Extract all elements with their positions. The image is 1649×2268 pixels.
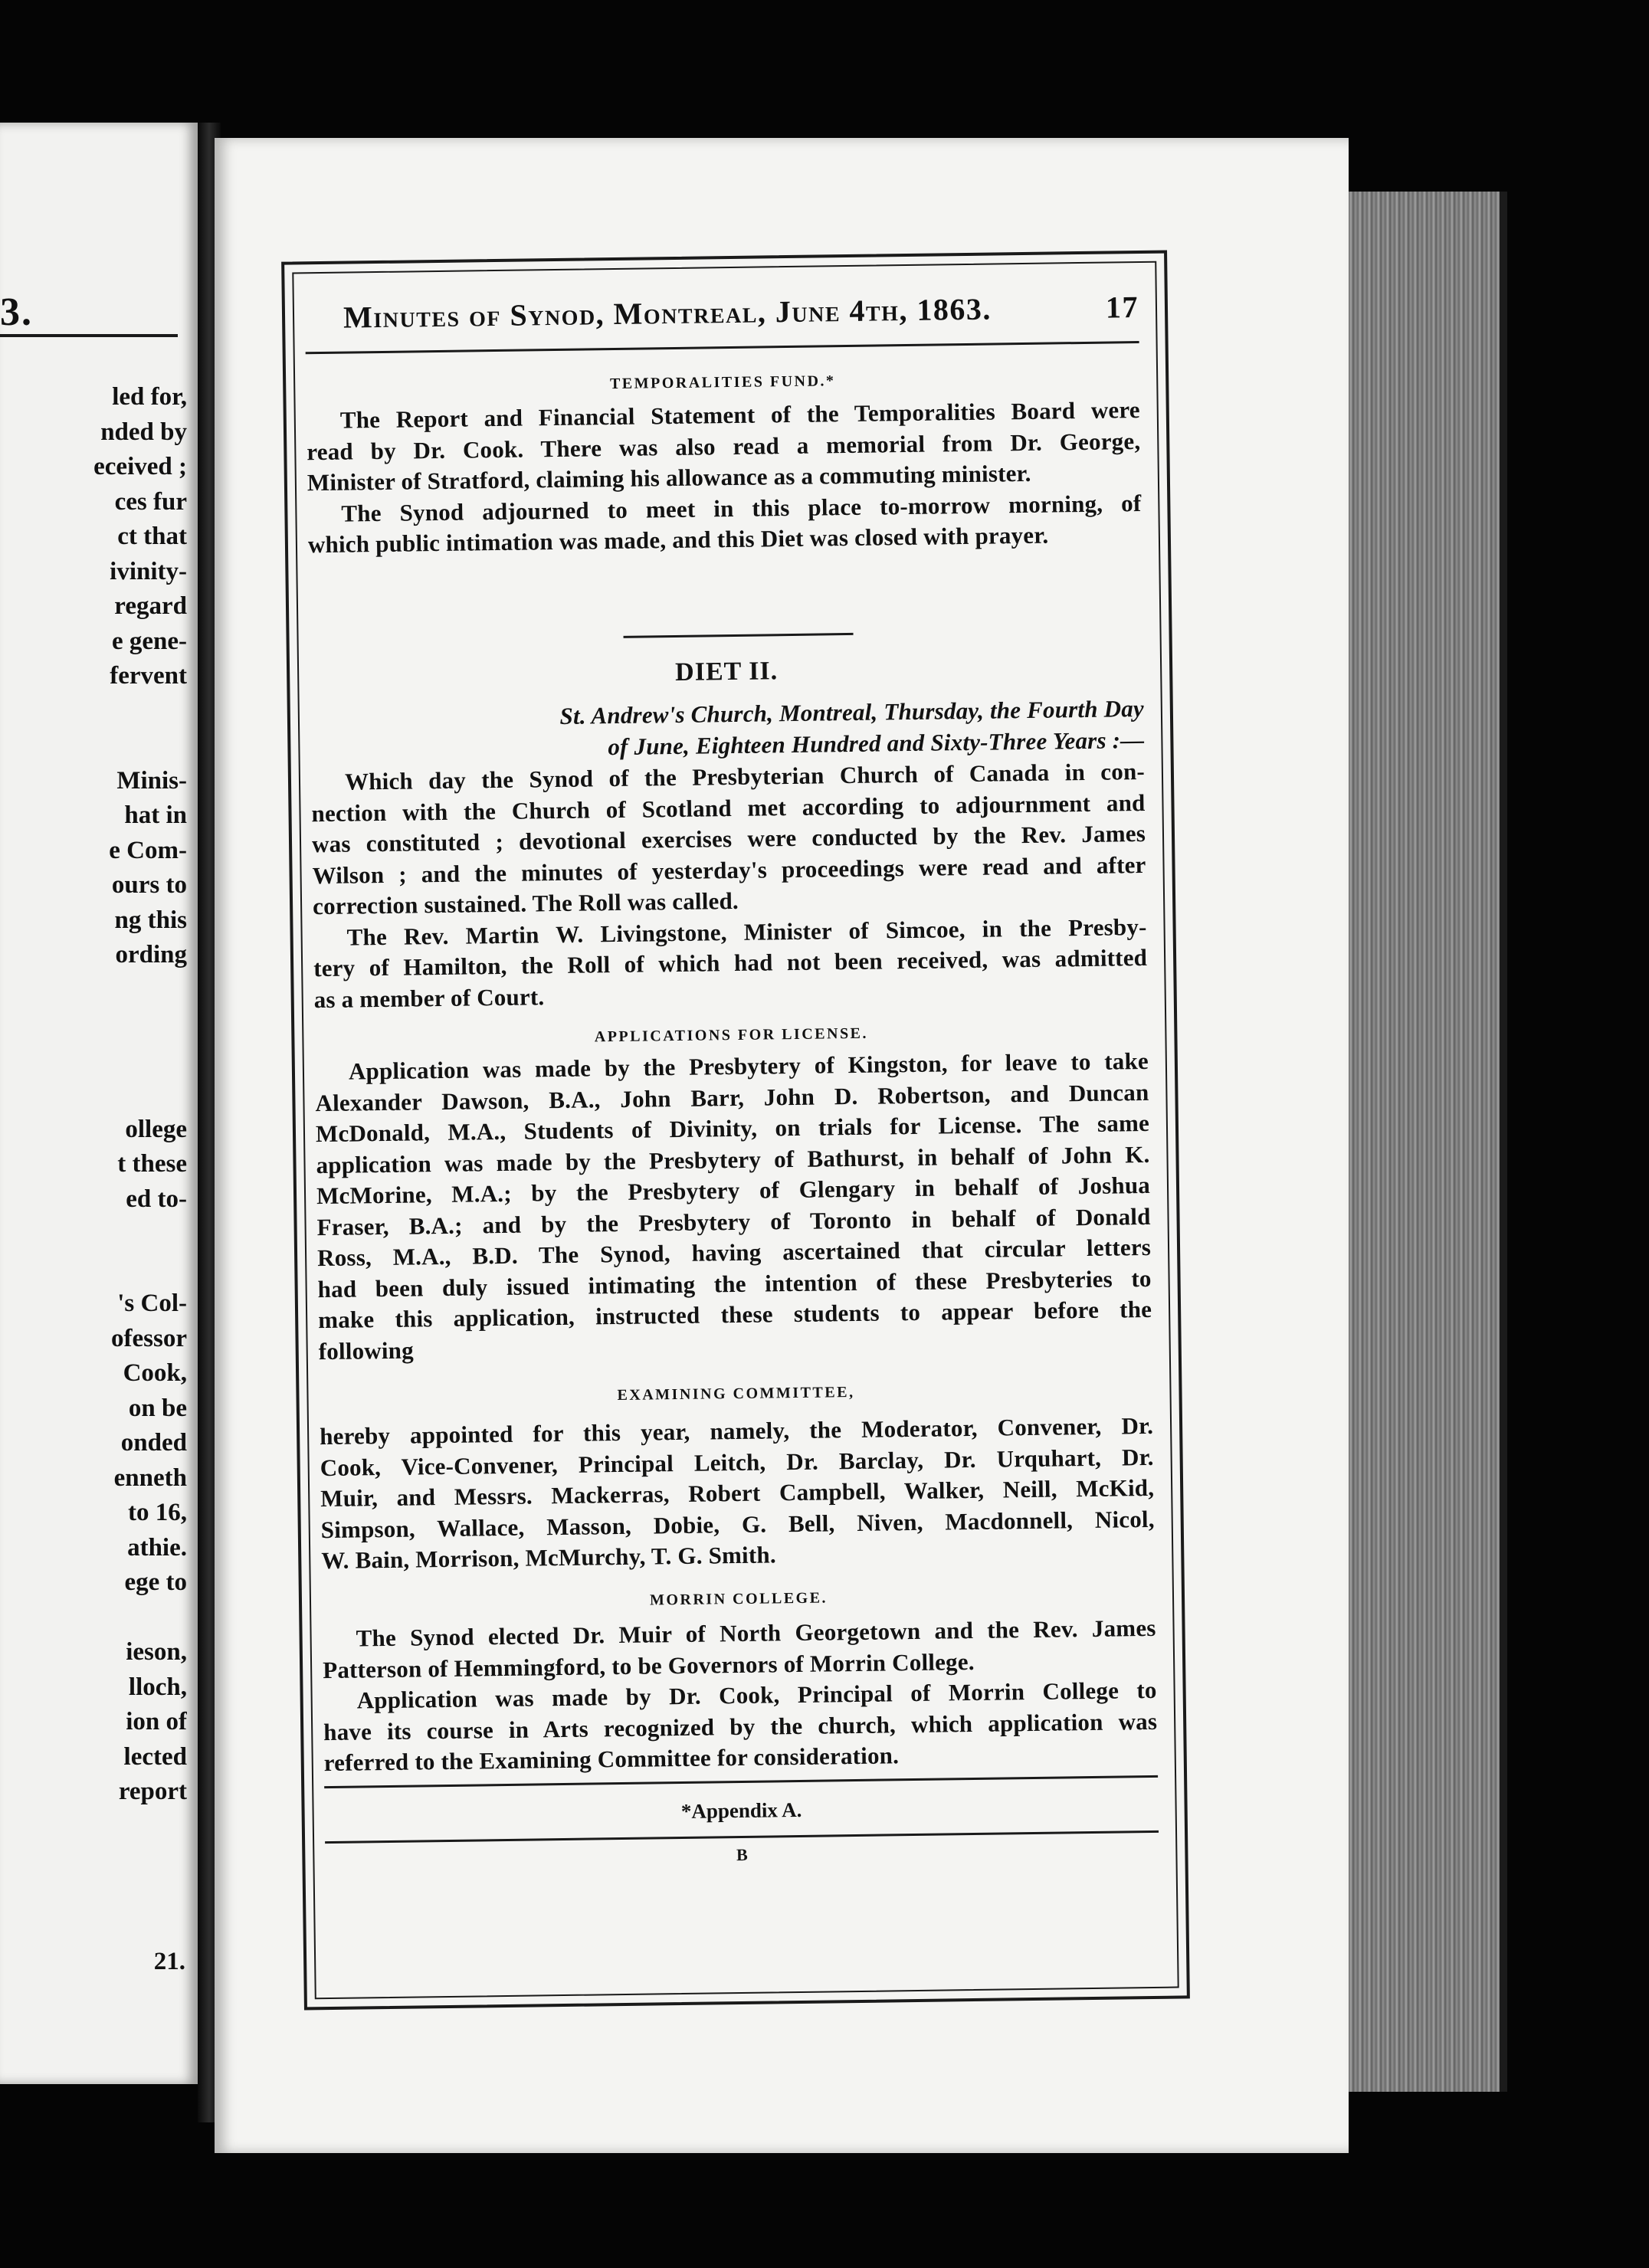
running-head-title: Minutes of Synod, Montreal, June 4th, 1863.	[343, 291, 992, 335]
text-line: correction sustained. The Roll was called.	[312, 887, 739, 920]
previous-page-line	[0, 1011, 187, 1046]
previous-page-line: athie.	[127, 1533, 187, 1562]
text-line: The Rev. Martin W. Livingstone, Minister of Simcoe, in the Presby-	[346, 913, 1147, 951]
text-line: Cook, Vice-Convener, Principal Leitch, Dr. Barclay, Dr. Urquhart, Dr.	[320, 1443, 1154, 1481]
previous-page-line: ieson,	[126, 1638, 187, 1666]
section-heading-applications: APPLICATIONS FOR LICENSE.	[594, 1024, 869, 1046]
diet-heading: DIET II.	[674, 657, 779, 687]
morrin-paragraph	[322, 1614, 1158, 1781]
previous-page-line: lected	[123, 1742, 187, 1771]
page-number: 17	[1105, 290, 1139, 325]
text-line: McMorine, M.A.; by the Presbytery of Glengary in behalf of Joshua	[316, 1171, 1151, 1210]
previous-page-line: enneth	[113, 1463, 187, 1492]
previous-page-line: ofessor	[111, 1324, 187, 1352]
section-heading-temporalities: TEMPORALITIES FUND.*	[609, 372, 836, 393]
text-line: have its course in Arts recognized by the church, which application was	[323, 1707, 1158, 1745]
previous-page-line: Cook,	[123, 1359, 187, 1387]
diet-place-date	[310, 695, 1145, 768]
text-line: McDonald, M.A., Students of Divinity, on trials for License. The same	[315, 1109, 1150, 1148]
previous-page-line: ed to-	[126, 1185, 187, 1213]
text-line: Alexander Dawson, B.A., John Barr, John D. Robertson, and Duncan	[315, 1078, 1149, 1116]
text-line: Minister of Stratford, claiming his allowance as a commuting minister.	[307, 459, 1031, 497]
previous-page-line: ion of	[126, 1708, 187, 1735]
text-line: Simpson, Wallace, Masson, Dobie, G. Bell, Niven, Macdonnell, Nicol,	[320, 1505, 1155, 1543]
section-heading-morrin: MORRIN COLLEGE.	[649, 1589, 828, 1609]
previous-page-line: ege to	[124, 1568, 187, 1596]
text-line: referred to the Examining Committee for consideration.	[323, 1742, 900, 1777]
text-line: hereby appointed for this year, namely, the Moderator, Convener, Dr.	[319, 1411, 1154, 1450]
previous-page-line	[0, 732, 187, 767]
previous-page-line: nded by	[100, 418, 187, 446]
diet-paragraphs	[311, 758, 1148, 1017]
text-line: had been duly issued intimating the intention of these Presbyteries to	[317, 1264, 1152, 1303]
previous-page-line: eceived ;	[93, 453, 187, 480]
previous-page-line	[0, 1604, 187, 1639]
previous-page-running-head: 3.	[0, 290, 33, 334]
text-line: Application was made by the Presbytery of Kingston, for leave to take	[348, 1047, 1149, 1085]
previous-page-line: ces fur	[114, 487, 187, 516]
previous-page-line: led for,	[112, 383, 187, 411]
text-line: Application was made by Dr. Cook, Principal of Morrin College to	[356, 1676, 1157, 1714]
running-head	[305, 289, 1139, 346]
previous-page-line: report	[118, 1778, 187, 1805]
previous-page-line: 's Col-	[117, 1290, 187, 1317]
previous-page-line	[0, 1046, 187, 1081]
footnote: *Appendix A.	[680, 1798, 802, 1824]
signature-mark: B	[736, 1844, 748, 1865]
previous-page-line: on be	[128, 1394, 187, 1422]
page-content	[304, 254, 1161, 2007]
previous-page-line: lloch,	[128, 1673, 187, 1701]
previous-page-line: to 16,	[128, 1499, 187, 1526]
previous-page-line: ours to	[111, 871, 187, 899]
text-line: which public intimation was made, and this Diet was closed with prayer.	[307, 521, 1049, 559]
previous-page-line: ct that	[117, 523, 187, 550]
previous-page-line	[0, 976, 187, 1011]
previous-page-line	[0, 1080, 187, 1116]
previous-page-line: fervent	[110, 662, 187, 690]
section-divider	[624, 633, 854, 638]
previous-page-line: regard	[114, 592, 187, 620]
text-frame	[281, 251, 1190, 2011]
previous-page-line: t these	[117, 1150, 187, 1178]
text-line: Wilson ; and the minutes of yesterday's proceedings were read and after	[312, 850, 1146, 889]
previous-page	[0, 123, 198, 2084]
previous-page-line: ollege	[125, 1115, 187, 1143]
previous-page-line: onded	[120, 1429, 187, 1457]
text-line: Patterson of Hemmingford, to be Governors of Morrin College.	[322, 1647, 975, 1683]
previous-page-line	[0, 1220, 187, 1255]
applications-paragraph	[315, 1047, 1152, 1368]
text-line: read by Dr. Cook. There was also read a memorial from Dr. George,	[307, 427, 1141, 465]
previous-page-line	[0, 697, 187, 733]
text-line: make this application, instructed these students to appear before the	[317, 1295, 1152, 1334]
text-line: Which day the Synod of the Presbyterian Church of Canada in con-	[344, 757, 1146, 795]
previous-page-line: e Com-	[109, 836, 187, 864]
previous-page-line	[0, 1255, 187, 1290]
previous-page-line: ng this	[114, 906, 187, 934]
place-date-line: of June, Eighteen Hundred and Sixty-Three Years :—	[608, 726, 1145, 760]
section-heading-examining: EXAMINING COMMITTEE,	[617, 1383, 855, 1404]
text-line: W. Bain, Morrison, McMurchy, T. G. Smith.	[321, 1541, 776, 1575]
text-line: The Report and Financial Statement of the Temporalities Board were	[339, 396, 1140, 434]
text-line: Fraser, B.A.; and by the Presbytery of Toronto in behalf of Donald	[316, 1202, 1151, 1241]
previous-page-rule	[0, 334, 178, 337]
previous-page-line: hat in	[124, 801, 187, 829]
text-line: Muir, and Messrs. Mackerras, Robert Campbell, Walker, Neill, McKid,	[320, 1473, 1155, 1513]
previous-page-text	[0, 383, 187, 1813]
text-line: Ross, M.A., B.D. The Synod, having ascertained that circular letters	[316, 1233, 1152, 1272]
place-date-line: St. Andrew's Church, Montreal, Thursday, the Fourth Day	[559, 694, 1145, 729]
temporalities-paragraphs	[307, 396, 1142, 562]
text-line: nection with the Church of Scotland met according to adjournment and	[311, 788, 1146, 827]
text-line: application was made by the Presbytery of Bathurst, in behalf of John K.	[316, 1140, 1150, 1178]
text-line: The Synod adjourned to meet in this place to-morrow morning, of	[341, 489, 1142, 527]
text-line: tery of Hamilton, the Roll of which had not been received, was admitted	[313, 943, 1148, 982]
previous-page-number: 21.	[153, 1948, 185, 1975]
previous-page-line: Minis-	[116, 766, 187, 795]
examining-paragraph	[320, 1412, 1156, 1578]
text-line: The Synod elected Dr. Muir of North Georgetown and the Rev. James	[356, 1614, 1156, 1652]
previous-page-line: ivinity-	[110, 557, 187, 585]
previous-page-line: e gene-	[111, 627, 187, 655]
text-line: was constituted ; devotional exercises were conducted by the Rev. James	[311, 819, 1146, 858]
text-line: following	[318, 1336, 415, 1365]
previous-page-line: ording	[115, 941, 187, 968]
text-line: as a member of Court.	[313, 982, 545, 1013]
